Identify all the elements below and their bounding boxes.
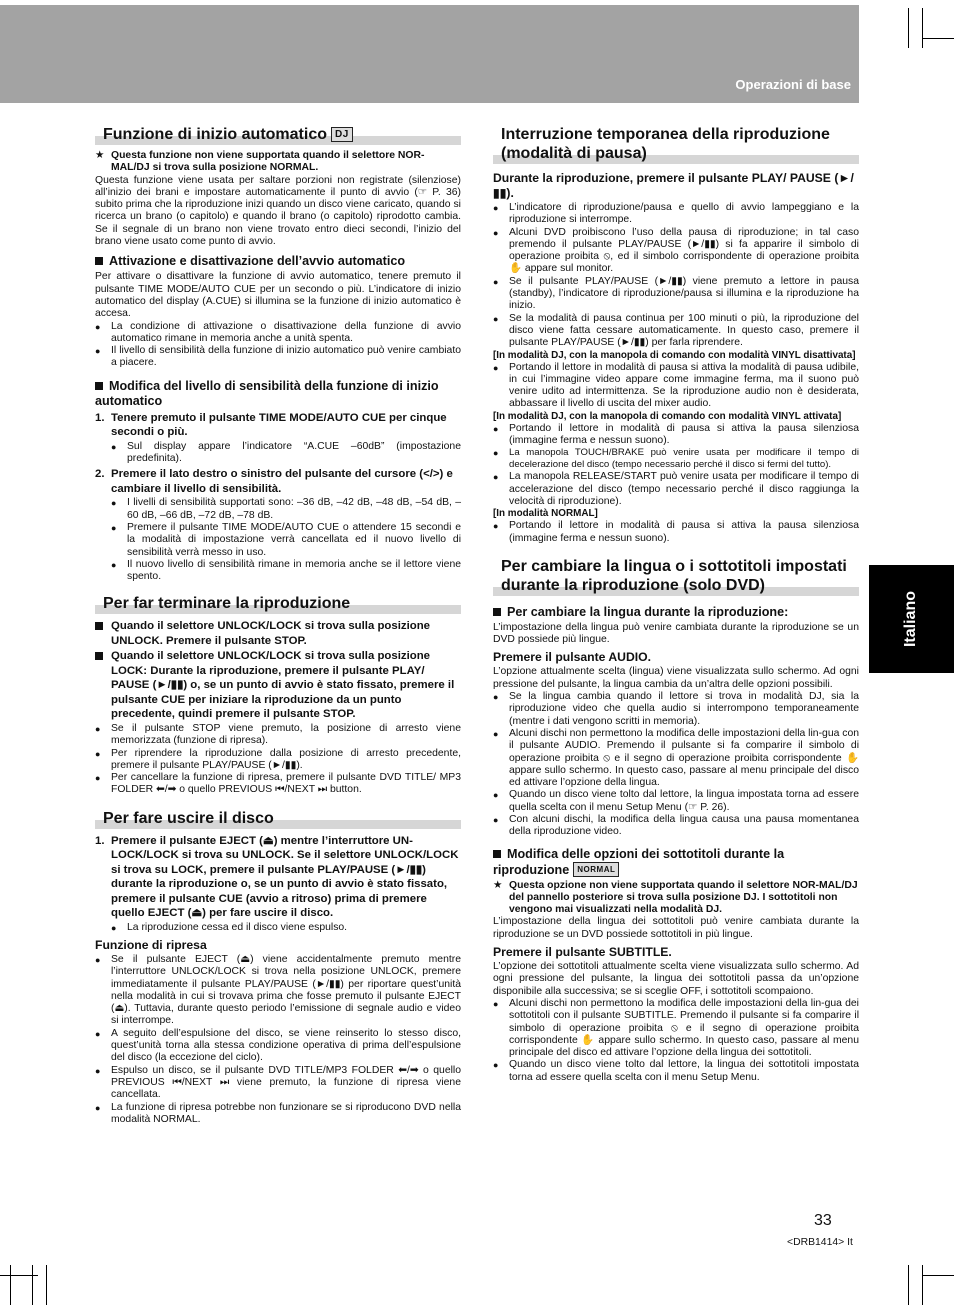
right-column xyxy=(493,125,859,1084)
bullet-item: ● La condizione di attivazione o disattivazione della funzione di avvio automatico rimane in memoria anche a unità spenta. xyxy=(95,321,461,346)
star-note: ★ Questa opzione non viene supportata quando il selettore NOR-MAL/DJ del pannello posteriore si trova sulla posizione DJ. I sottotitoli non vengono mai visualizzati nella modalità DJ. xyxy=(493,880,859,917)
crop-mark xyxy=(10,1265,11,1305)
language-tab xyxy=(869,565,954,673)
bullet-item: ● I livelli di sensibilità supportati sono: –36 dB, –42 dB, –48 dB, –54 dB, –60 dB, –66 dB, –72 dB, –78 dB. xyxy=(95,497,461,522)
section-name: Operazioni di base xyxy=(735,77,851,92)
subheading: Modifica del livello di sensibilità della funzione di inizio automatico xyxy=(95,378,439,408)
subheading: Attivazione e disattivazione dell’avvio automatico xyxy=(95,254,461,269)
bullet-item: ● L’indicatore di riproduzione/pausa e quello di avvio lampeggiano e la riproduzione si interrompe. xyxy=(493,202,859,227)
paragraph: L’opzione attualmente scelta (lingua) viene visualizzata sullo schermo. Ad ogni pressione del pulsante, la lingua cambia da un’altra delle opzioni possibili. xyxy=(493,666,859,690)
bullet-item: ● Con alcuni dischi, la modifica della lingua causa una pausa momentanea della riproduzione video. xyxy=(493,814,859,839)
numbered-step: 1. Tenere premuto il pulsante TIME MODE/AUTO CUE per cinque secondi o più. xyxy=(95,411,447,439)
section-title: Per far terminare la riproduzione xyxy=(95,594,461,613)
numbered-step: 2. Premere il lato destro o sinistro del pulsante del cursore (</>) e cambiare il livello di sensibilità. xyxy=(95,468,453,495)
crop-mark xyxy=(922,38,954,39)
bullet-item: ● Portando il lettore in modalità di pausa si attiva la modalità di pausa udibile, in cui l’immagine video appare come immagine ferma, ma il suono può venire udito ad intermittenza. Se la riproduzione audio non è desiderata, abbassare il livello di uscita del mixer audio. xyxy=(493,362,859,411)
bullet-item: ● Quando un disco viene tolto dal lettore, la lingua dei sottotitoli impostata torna ad essere quella scelta con il menu Setup Menu. xyxy=(493,1059,859,1084)
bullet-item: ● Portando il lettore in modalità di pausa si attiva la pausa silenziosa (immagine ferma e nessun suono). xyxy=(493,423,859,448)
bullet-item: ● La funzione di ripresa potrebbe non funzionare se si riproducono DVD nella modalità NORMAL. xyxy=(95,1102,461,1127)
bullet-item: ● Il nuovo livello di sensibilità rimane in memoria anche se il lettore viene spento. xyxy=(95,559,461,584)
square-bullet-icon xyxy=(493,608,501,616)
bullet-item: ● A seguito dell’espulsione del disco, se viene reinserito lo stesso disco, quest’unità torna alla stessa condizione operativa di prima dell’espulsione del disco (la eccezione del ciclo). xyxy=(95,1028,461,1065)
page-number: 33 xyxy=(814,1212,832,1229)
instruction: Premere il pulsante AUDIO. xyxy=(493,650,652,665)
bullet-item: ● Se il pulsante STOP viene premuto, la posizione di arresto viene memorizzata (funzione di ripresa). xyxy=(95,723,461,748)
normal-badge: NORMAL xyxy=(573,862,619,877)
section-title: Per cambiare la lingua o i sottotitoli impostati durante la riproduzione (solo DVD) xyxy=(493,557,859,595)
document-code: <DRB1414> It xyxy=(787,1237,853,1248)
bullet-item: ● Se il pulsante PLAY/PAUSE (►/▮▮) viene premuto a lettore in pausa (standby), l’indicatore di riproduzione/pausa si illumina e la riproduzione ha inizio. xyxy=(493,276,859,313)
instruction: Premere il pulsante SUBTITLE. xyxy=(493,945,672,960)
header-band xyxy=(0,5,859,103)
paragraph: L’opzione dei sottotitoli attualmente scelta viene visualizzata sullo schermo. Ad ogni pressione del pulsante, la lingua dei sottotitoli passa da un’opzione disponibile alla successiva; se si sceglie OFF, i sottotitoli scompaiono. xyxy=(493,961,859,997)
subheading: Funzione di ripresa xyxy=(95,938,207,952)
bullet-item: ● Per cancellare la funzione di ripresa, premere il pulsante DVD TITLE/ MP3 FOLDER ⬅/➡ o quello PREVIOUS ⏮/NEXT ⏭ button. xyxy=(95,772,461,797)
mode-note: [In modalità DJ, con la manopola di comando con modalità VINYL attivata] xyxy=(493,410,842,422)
crop-mark xyxy=(922,1275,954,1276)
bullet-item: ● La manopola TOUCH/BRAKE può venire usata per modificare il tempo di decelerazione del disco (tempo necessario perché il disco si fermi del tutto). xyxy=(493,447,859,471)
mode-note: [In modalità NORMAL] xyxy=(493,508,598,520)
bullet-item: ● Il livello di sensibilità della funzione di inizio automatico può venire cambiato a piacere. xyxy=(95,345,461,370)
bullet-item: ● Premere il pulsante TIME MODE/AUTO CUE o attendere 15 secondi e la modalità di impostazione verrà cancellata ed il nuovo livello di sensibilità verrà messo in uso. xyxy=(95,522,461,559)
paragraph: Per attivare o disattivare la funzione di avvio automatico, tenere premuto il pulsante TIME MODE/AUTO CUE per un secondo o più. L’indicatore di inizio automatico del display (A.CUE) si illumina se la funzione di inizio automatico è accesa. xyxy=(95,271,461,320)
square-bullet-icon xyxy=(95,257,103,265)
bullet-item: ● Alcuni dischi non permettono la modifica delle impostazioni della lin-gua dei sottotitoli con il pulsante SUBTITLE. Premendo il pulsante si fa comparire il simbolo di operazione proibita ⦸ e il segno di operazione proibita corrispondente ✋ appare sullo schermo. In questo caso, passare al menu principale del disco ed attivare l’opzione della lingua dei sottotitoli. xyxy=(493,998,859,1059)
bullet-item: ● Sul display appare l’indicatore “A.CUE –60dB” (impostazione predefinita). xyxy=(95,441,461,466)
mode-note: [In modalità DJ, con la manopola di comando con modalità VINYL disattivata] xyxy=(493,349,856,361)
crop-mark xyxy=(32,1265,33,1305)
bullet-item: ● La riproduzione cessa ed il disco viene espulso. xyxy=(95,922,461,934)
square-bullet-icon xyxy=(95,382,103,390)
bullet-item: ● Se la modalità di pausa continua per 100 minuti o più, la riproduzione del disco viene fatta cessare automaticamente. In questo caso, premere il pulsante PLAY/PAUSE (►/▮▮) per farla riprendere. xyxy=(493,313,859,350)
bullet-item: ● Alcuni dischi non permettono la modifica delle impostazioni della lin-gua con il pulsante AUDIO. Premendo il pulsante si fa comparire il simbolo di operazione proibita ⦸ e il segno di operazione proibita corrispondente ✋ appare sullo schermo. In questo caso, passare al menu principale del disco ed attivare l’opzione della lingua. xyxy=(493,728,859,789)
paragraph: L’impostazione della lingua può venire cambiata durante la riproduzione se un DVD possiede più lingue. xyxy=(493,621,859,646)
crop-mark xyxy=(922,1265,923,1305)
section-title: Funzione di inizio automatico DJ xyxy=(95,125,461,144)
subheading: Per cambiare la lingua durante la riproduzione: xyxy=(493,605,859,620)
bullet-item: ● Alcuni DVD proibiscono l’uso della pausa di riproduzione; in tal caso premendo il pulsante PLAY/PAUSE (►/▮▮) si fa apparire il simbolo di operazione proibita ⦸, ed il simbolo corrispondente di operazione proibita ✋ appare sul monitor. xyxy=(493,227,859,276)
bullet-item: ● Se il pulsante EJECT (⏏) viene accidentalmente premuto mentre l’interruttore UNLOCK/LOCK si trova nella posizione UNLOCK, premere immediatamente il pulsante PLAY/PAUSE (►/▮▮) per riportare quest’unità nella modalità in cui si trovava prima che fosse premuto il pulsante EJECT (⏏). Tuttavia, durante questo periodo l’emissione di segnale audio e video si interrompe. xyxy=(95,954,461,1028)
square-bullet-icon xyxy=(493,850,501,858)
paragraph: Questa funzione viene usata per saltare porzioni non registrate (silenziose) all’inizio dei brani e impostare automaticamente il punto di avvio (☞ P. 36) subito prima che la riproduzione inizi quando un disco viene caricato, quando si ricerca un brano (o capitolo) e quando il brano (o capitolo) riprodotto cambia. Se il segnale di un brano non viene trovato entro dieci secondi, l’inizio del brano viene usato come punto di avvio. xyxy=(95,174,461,248)
subheading: Modifica delle opzioni dei sottotitoli durante la riproduzione NORMAL xyxy=(493,846,785,877)
section-title: Per fare uscire il disco xyxy=(95,809,461,828)
square-item: Quando il selettore UNLOCK/LOCK si trova sulla posizione LOCK: Durante la riproduzione, premere il pulsante PLAY/ PAUSE (►/▮▮) o, se un punto di avvio è stato fissato, premere il pulsante CUE per iniziare la riproduzione da un punto precedente, quindi premere il pulsante STOP. xyxy=(95,649,461,722)
bullet-item: ● Se la lingua cambia quando il lettore si trova in modalità DJ, sia la riproduzione video che quella audio si interrompono temporaneamente (mentre i dati vengono scritti in memoria). xyxy=(493,691,859,728)
numbered-step: 1. Premere il pulsante EJECT (⏏) mentre l’interruttore UN-LOCK/LOCK si trova su UNLOCK. Se il selettore UNLOCK/LOCK si trova su LOCK, premere il pulsante PLAY/PAUSE (►/▮▮) durante la riproduzione o, se un punto di avvio è stato fissato, premere il pulsante CUE (avvio a ritroso) prima di premere quello EJECT (⏏) per fare uscire il disco. xyxy=(95,834,459,920)
section-title: Interruzione temporanea della riproduzione (modalità di pausa) xyxy=(493,125,859,163)
square-item: Quando il selettore UNLOCK/LOCK si trova sulla posizione UNLOCK. Premere il pulsante STOP. xyxy=(95,619,461,648)
crop-mark xyxy=(908,1265,909,1305)
left-column xyxy=(95,125,461,1126)
bullet-item: ● Per riprendere la riproduzione dalla posizione di arresto precedente, premere il pulsante PLAY/PAUSE (►/▮▮). xyxy=(95,748,461,773)
paragraph: L’impostazione della lingua dei sottotitoli può venire cambiata durante la riproduzione se un DVD possiede sottotitoli in più lingue. xyxy=(493,916,859,940)
dj-badge: DJ xyxy=(331,127,353,142)
crop-mark xyxy=(922,8,923,48)
crop-mark xyxy=(46,1265,47,1305)
bullet-item: ● La manopola RELEASE/START può venire usata per modificare il tempo di accelerazione del disco (tempo necessario perché il disco raggiunga la velocità di riproduzione). xyxy=(493,471,859,508)
instruction: Durante la riproduzione, premere il pulsante PLAY/ PAUSE (►/▮▮). xyxy=(493,171,854,200)
bullet-item: ● Quando un disco viene tolto dal lettore, la lingua impostata torna ad essere quella scelta con il menu Setup Menu (☞ P. 26). xyxy=(493,789,859,814)
bullet-item: ● Portando il lettore in modalità di pausa si attiva la pausa silenziosa (immagine ferma e nessun suono). xyxy=(493,520,859,545)
crop-mark xyxy=(908,8,909,48)
language-tab-label: Italiano xyxy=(902,590,919,648)
star-note: ★ Questa funzione non viene supportata quando il selettore NOR-MAL/DJ si trova sulla posizione NORMAL. xyxy=(95,150,461,175)
bullet-item: ● Espulso un disco, se il pulsante DVD TITLE/MP3 FOLDER ⬅/➡ o quello PREVIOUS ⏮/NEXT ⏭ viene premuto, la funzione di ripresa viene cancellata. xyxy=(95,1065,461,1102)
